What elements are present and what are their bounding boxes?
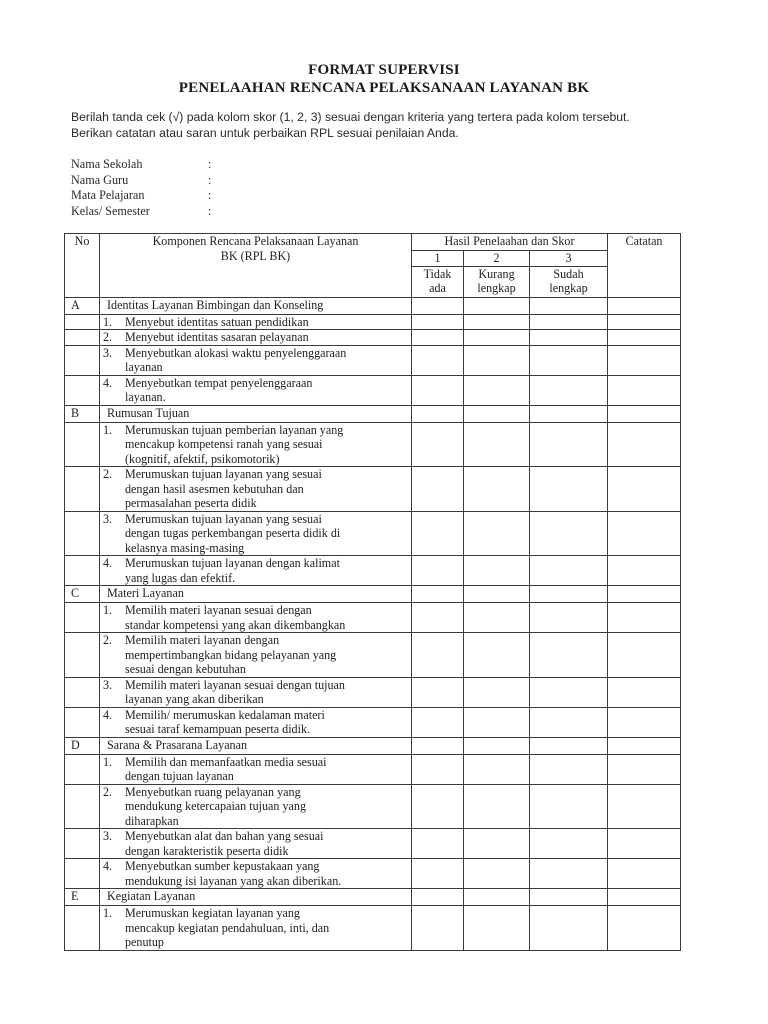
item-number: 4.	[103, 375, 113, 390]
table-body	[65, 297, 681, 950]
score-cell-2[interactable]	[464, 405, 530, 422]
item-line: kelasnya masing-masing	[125, 540, 245, 555]
score-cell-1[interactable]	[412, 375, 464, 405]
identity-row-school	[71, 157, 218, 173]
catatan-cell[interactable]	[608, 754, 681, 784]
item-cell	[100, 829, 412, 859]
score-cell-3[interactable]	[530, 859, 608, 889]
score-cell-2[interactable]	[464, 345, 530, 375]
catatan-cell[interactable]	[608, 330, 681, 346]
identity-colon: :	[208, 157, 212, 171]
score-header-1: 1	[412, 251, 464, 267]
catatan-cell[interactable]	[608, 889, 681, 906]
item-text	[125, 512, 411, 556]
column-header-catatan: Catatan	[608, 234, 681, 298]
section-letter: E	[65, 889, 100, 906]
catatan-cell[interactable]	[608, 345, 681, 375]
score-cell-1[interactable]	[412, 829, 464, 859]
table-row	[65, 603, 681, 633]
score-cell-3[interactable]	[530, 330, 608, 346]
score-cell-2[interactable]	[464, 677, 530, 707]
score-cell-2[interactable]	[464, 707, 530, 737]
item-line: layanan	[125, 360, 163, 374]
empty-no-cell	[65, 330, 100, 346]
score-cell-3[interactable]	[530, 677, 608, 707]
score-cell-3[interactable]	[530, 467, 608, 512]
score-cell-1[interactable]	[412, 345, 464, 375]
item-line: mendukung ketercapaian tujuan yang	[125, 799, 307, 813]
score-cell-2[interactable]	[464, 586, 530, 603]
table-row	[65, 859, 681, 889]
item-cell	[100, 345, 412, 375]
item-number: 3.	[103, 511, 113, 526]
item-line: permasalahan peserta didik	[125, 496, 257, 510]
score-cell-2[interactable]	[464, 375, 530, 405]
score-cell-1[interactable]	[412, 586, 464, 603]
item-cell	[100, 784, 412, 829]
item-cell	[100, 511, 412, 556]
item-number: 2.	[103, 467, 113, 481]
item-text	[125, 467, 411, 511]
score-cell-3[interactable]	[530, 375, 608, 405]
item-cell	[100, 422, 412, 467]
identity-colon: :	[208, 172, 212, 187]
empty-no-cell	[65, 829, 100, 859]
item-cell	[100, 375, 412, 405]
identity-label: Mata Pelajaran	[71, 188, 145, 202]
item-line: Merumuskan tujuan layanan dengan kalimat	[125, 556, 340, 570]
score-cell-3[interactable]	[530, 345, 608, 375]
score-cell-3[interactable]	[530, 314, 608, 330]
score-cell-1[interactable]	[412, 603, 464, 633]
score-cell-3[interactable]	[530, 754, 608, 784]
item-text	[125, 346, 411, 375]
empty-no-cell	[65, 859, 100, 889]
header-line: ada	[429, 281, 446, 295]
catatan-cell[interactable]	[608, 677, 681, 707]
empty-no-cell	[65, 707, 100, 737]
item-line: mencakup kompetensi ranah yang sesuai	[125, 437, 323, 451]
item-line: dengan tugas perkembangan peserta didik di	[125, 526, 341, 540]
empty-no-cell	[65, 345, 100, 375]
item-cell	[100, 330, 412, 346]
item-line: Memilih materi layanan sesuai dengan tujuan	[125, 677, 345, 692]
score-cell-1[interactable]	[412, 405, 464, 422]
item-number: 1.	[103, 754, 113, 769]
item-line: Menyebut identitas sasaran pelayanan	[125, 330, 309, 344]
item-line: (kognitif, afektif, psikomotorik)	[125, 451, 280, 466]
score-cell-2[interactable]	[464, 829, 530, 859]
item-text	[125, 376, 411, 405]
item-cell	[100, 754, 412, 784]
table-row	[65, 784, 681, 829]
score-cell-2[interactable]	[464, 467, 530, 512]
item-line: diharapkan	[125, 813, 179, 828]
item-cell	[100, 859, 412, 889]
empty-no-cell	[65, 603, 100, 633]
header-line: Komponen Rencana Pelaksanaan Layanan	[152, 234, 359, 248]
item-line: Merumuskan tujuan layanan yang sesuai	[125, 511, 322, 526]
score-cell-3[interactable]	[530, 737, 608, 754]
item-cell	[100, 707, 412, 737]
score-cell-2[interactable]	[464, 754, 530, 784]
item-line: Memilih materi layanan sesuai dengan	[125, 603, 312, 617]
section-letter: B	[65, 405, 100, 422]
score-cell-1[interactable]	[412, 422, 464, 467]
score-cell-3[interactable]	[530, 405, 608, 422]
score-header-2: 2	[464, 251, 530, 267]
score-cell-1[interactable]	[412, 784, 464, 829]
header-line: Tidak	[423, 266, 452, 281]
score-cell-2[interactable]	[464, 297, 530, 314]
table-row	[65, 314, 681, 330]
table-row	[65, 633, 681, 678]
identity-row-class	[71, 204, 218, 220]
header-line: BK (RPL BK)	[220, 248, 291, 263]
score-cell-1[interactable]	[412, 467, 464, 512]
score-cell-2[interactable]	[464, 737, 530, 754]
item-number: 1.	[103, 314, 113, 329]
empty-no-cell	[65, 754, 100, 784]
score-cell-3[interactable]	[530, 422, 608, 467]
score-cell-1[interactable]	[412, 906, 464, 951]
item-number: 4.	[103, 556, 113, 570]
empty-no-cell	[65, 784, 100, 829]
catatan-cell[interactable]	[608, 422, 681, 467]
section-row	[65, 405, 681, 422]
empty-no-cell	[65, 511, 100, 556]
table-row	[65, 345, 681, 375]
score-cell-2[interactable]	[464, 906, 530, 951]
item-text	[125, 603, 411, 632]
item-number: 1.	[103, 603, 113, 617]
empty-no-cell	[65, 422, 100, 467]
catatan-cell[interactable]	[608, 314, 681, 330]
score-cell-2[interactable]	[464, 603, 530, 633]
column-header-hasil: Hasil Penelaahan dan Skor	[412, 234, 608, 251]
score-cell-3[interactable]	[530, 586, 608, 603]
catatan-cell[interactable]	[608, 906, 681, 951]
table-row	[65, 707, 681, 737]
header-line: lengkap	[549, 281, 588, 295]
score-label-1	[412, 266, 464, 297]
item-line: Memilih materi layanan dengan	[125, 633, 280, 647]
score-label-3	[530, 266, 608, 297]
score-cell-1[interactable]	[412, 707, 464, 737]
score-cell-3[interactable]	[530, 829, 608, 859]
section-row	[65, 586, 681, 603]
item-cell	[100, 314, 412, 330]
item-line: Memilih dan memanfaatkan media sesuai	[125, 754, 327, 769]
catatan-cell[interactable]	[608, 405, 681, 422]
item-cell	[100, 467, 412, 512]
catatan-cell[interactable]	[608, 859, 681, 889]
header-line: lengkap	[477, 281, 516, 295]
column-header-komponen	[100, 234, 412, 298]
score-cell-1[interactable]	[412, 889, 464, 906]
supervision-table	[64, 233, 681, 951]
catatan-cell[interactable]	[608, 586, 681, 603]
section-title: Rumusan Tujuan	[100, 405, 412, 422]
section-title: Identitas Layanan Bimbingan dan Konseling	[100, 297, 412, 314]
item-number: 2.	[103, 633, 113, 647]
item-number: 3.	[103, 345, 113, 360]
section-title: Kegiatan Layanan	[100, 889, 412, 906]
item-cell	[100, 677, 412, 707]
empty-no-cell	[65, 375, 100, 405]
score-cell-3[interactable]	[530, 603, 608, 633]
instruction-line: Berilah tanda cek (√) pada kolom skor (1, 2, 3) sesuai dengan kriteria yang tertera pada kolom tersebut.	[71, 110, 630, 124]
identity-row-teacher	[71, 173, 218, 189]
score-cell-3[interactable]	[530, 511, 608, 556]
score-cell-2[interactable]	[464, 422, 530, 467]
item-text	[125, 906, 411, 950]
identity-fields	[71, 157, 218, 219]
catatan-cell[interactable]	[608, 707, 681, 737]
catatan-cell[interactable]	[608, 784, 681, 829]
table-row	[65, 829, 681, 859]
score-cell-3[interactable]	[530, 906, 608, 951]
section-row	[65, 889, 681, 906]
score-cell-1[interactable]	[412, 754, 464, 784]
table-row	[65, 906, 681, 951]
score-cell-2[interactable]	[464, 314, 530, 330]
score-cell-1[interactable]	[412, 633, 464, 678]
empty-no-cell	[65, 314, 100, 330]
score-cell-2[interactable]	[464, 556, 530, 586]
item-cell	[100, 556, 412, 586]
table-row	[65, 422, 681, 467]
score-cell-1[interactable]	[412, 859, 464, 889]
score-cell-3[interactable]	[530, 633, 608, 678]
section-row	[65, 737, 681, 754]
item-line: layanan.	[125, 390, 166, 404]
score-cell-3[interactable]	[530, 707, 608, 737]
item-text	[125, 755, 411, 784]
item-line: mempertimbangkan bidang pelayanan yang	[125, 647, 337, 662]
item-number: 3.	[103, 677, 113, 692]
score-cell-1[interactable]	[412, 511, 464, 556]
section-title: Sarana & Prasarana Layanan	[100, 737, 412, 754]
score-cell-2[interactable]	[464, 511, 530, 556]
item-text	[125, 633, 411, 677]
item-line: Merumuskan kegiatan layanan yang	[125, 906, 300, 920]
item-line: sesuai taraf kemampuan peserta didik.	[125, 722, 311, 736]
item-line: dengan hasil asesmen kebutuhan dan	[125, 481, 304, 496]
item-line: Menyebutkan ruang pelayanan yang	[125, 784, 301, 799]
item-line: dengan tujuan layanan	[125, 769, 234, 783]
score-cell-2[interactable]	[464, 784, 530, 829]
empty-no-cell	[65, 633, 100, 678]
item-number: 1.	[103, 906, 113, 920]
score-cell-2[interactable]	[464, 330, 530, 346]
item-cell	[100, 603, 412, 633]
item-text	[125, 315, 411, 330]
header-line: Kurang	[478, 266, 515, 281]
item-line: Merumuskan tujuan layanan yang sesuai	[125, 467, 322, 481]
column-header-no: No	[65, 234, 100, 298]
empty-no-cell	[65, 677, 100, 707]
score-label-2	[464, 266, 530, 297]
item-cell	[100, 906, 412, 951]
item-line: layanan yang akan diberikan	[125, 692, 264, 706]
item-line: dengan karakteristik peserta didik	[125, 843, 289, 858]
item-number: 3.	[103, 829, 113, 843]
item-text	[125, 556, 411, 585]
identity-colon: :	[208, 203, 212, 218]
item-line: Menyebutkan alokasi waktu penyelenggaraan	[125, 345, 347, 360]
score-cell-2[interactable]	[464, 633, 530, 678]
score-cell-3[interactable]	[530, 784, 608, 829]
item-number: 1.	[103, 422, 113, 437]
catatan-cell[interactable]	[608, 737, 681, 754]
item-line: mendukung isi layanan yang akan diberikan.	[125, 873, 342, 888]
table-row	[65, 511, 681, 556]
item-text	[125, 859, 411, 888]
header-line: Sudah	[553, 266, 584, 281]
score-header-3: 3	[530, 251, 608, 267]
table-row	[65, 754, 681, 784]
catatan-cell[interactable]	[608, 297, 681, 314]
score-cell-1[interactable]	[412, 330, 464, 346]
score-cell-3[interactable]	[530, 297, 608, 314]
identity-row-subject	[71, 188, 218, 204]
table-row	[65, 677, 681, 707]
score-cell-2[interactable]	[464, 859, 530, 889]
item-line: Merumuskan tujuan pemberian layanan yang	[125, 422, 344, 437]
item-line: sesuai dengan kebutuhan	[125, 662, 246, 676]
document-title: FORMAT SUPERVISI	[308, 62, 460, 78]
item-number: 2.	[103, 330, 113, 344]
score-cell-1[interactable]	[412, 556, 464, 586]
item-cell	[100, 633, 412, 678]
catatan-cell[interactable]	[608, 511, 681, 556]
table-row	[65, 467, 681, 512]
item-text	[125, 829, 411, 858]
score-cell-1[interactable]	[412, 737, 464, 754]
instruction-line: Berikan catatan atau saran untuk perbaikan RPL sesuai penilaian Anda.	[71, 125, 459, 140]
score-cell-3[interactable]	[530, 889, 608, 906]
item-text	[125, 423, 411, 467]
empty-no-cell	[65, 556, 100, 586]
identity-colon: :	[208, 188, 212, 202]
item-line: Menyebutkan tempat penyelenggaraan	[125, 375, 313, 390]
empty-no-cell	[65, 467, 100, 512]
catatan-cell[interactable]	[608, 556, 681, 586]
item-line: Menyebutkan sumber kepustakaan yang	[125, 859, 320, 873]
score-cell-1[interactable]	[412, 314, 464, 330]
item-line: standar kompetensi yang akan dikembangkan	[125, 617, 346, 632]
section-row	[65, 297, 681, 314]
item-line: yang lugas dan efektif.	[125, 570, 236, 585]
catatan-cell[interactable]	[608, 467, 681, 512]
table-row	[65, 375, 681, 405]
score-cell-1[interactable]	[412, 297, 464, 314]
section-letter: D	[65, 737, 100, 754]
identity-label: Nama Guru	[71, 172, 129, 187]
catatan-cell[interactable]	[608, 375, 681, 405]
score-cell-3[interactable]	[530, 556, 608, 586]
table-row	[65, 556, 681, 586]
section-letter: C	[65, 586, 100, 603]
item-line: Menyebut identitas satuan pendidikan	[125, 314, 309, 329]
catatan-cell[interactable]	[608, 633, 681, 678]
item-text	[125, 708, 411, 737]
section-letter: A	[65, 297, 100, 314]
item-text	[125, 678, 411, 707]
item-text	[125, 785, 411, 829]
item-number: 4.	[103, 859, 113, 873]
catatan-cell[interactable]	[608, 829, 681, 859]
empty-no-cell	[65, 906, 100, 951]
item-number: 4.	[103, 707, 113, 722]
section-title: Materi Layanan	[100, 586, 412, 603]
item-line: Menyebutkan alat dan bahan yang sesuai	[125, 829, 324, 843]
document-subtitle: PENELAAHAN RENCANA PELAKSANAAN LAYANAN BK	[178, 80, 590, 96]
item-line: Memilih/ merumuskan kedalaman materi	[125, 707, 325, 722]
item-line: mencakup kegiatan pendahuluan, inti, dan	[125, 920, 330, 935]
score-cell-1[interactable]	[412, 677, 464, 707]
instructions	[71, 110, 731, 141]
item-text	[125, 330, 411, 345]
identity-label: Kelas/ Semester	[71, 203, 150, 218]
score-cell-2[interactable]	[464, 889, 530, 906]
item-line: penutup	[125, 935, 164, 949]
table-row	[65, 330, 681, 346]
identity-label: Nama Sekolah	[71, 157, 143, 171]
catatan-cell[interactable]	[608, 603, 681, 633]
item-number: 2.	[103, 784, 113, 799]
